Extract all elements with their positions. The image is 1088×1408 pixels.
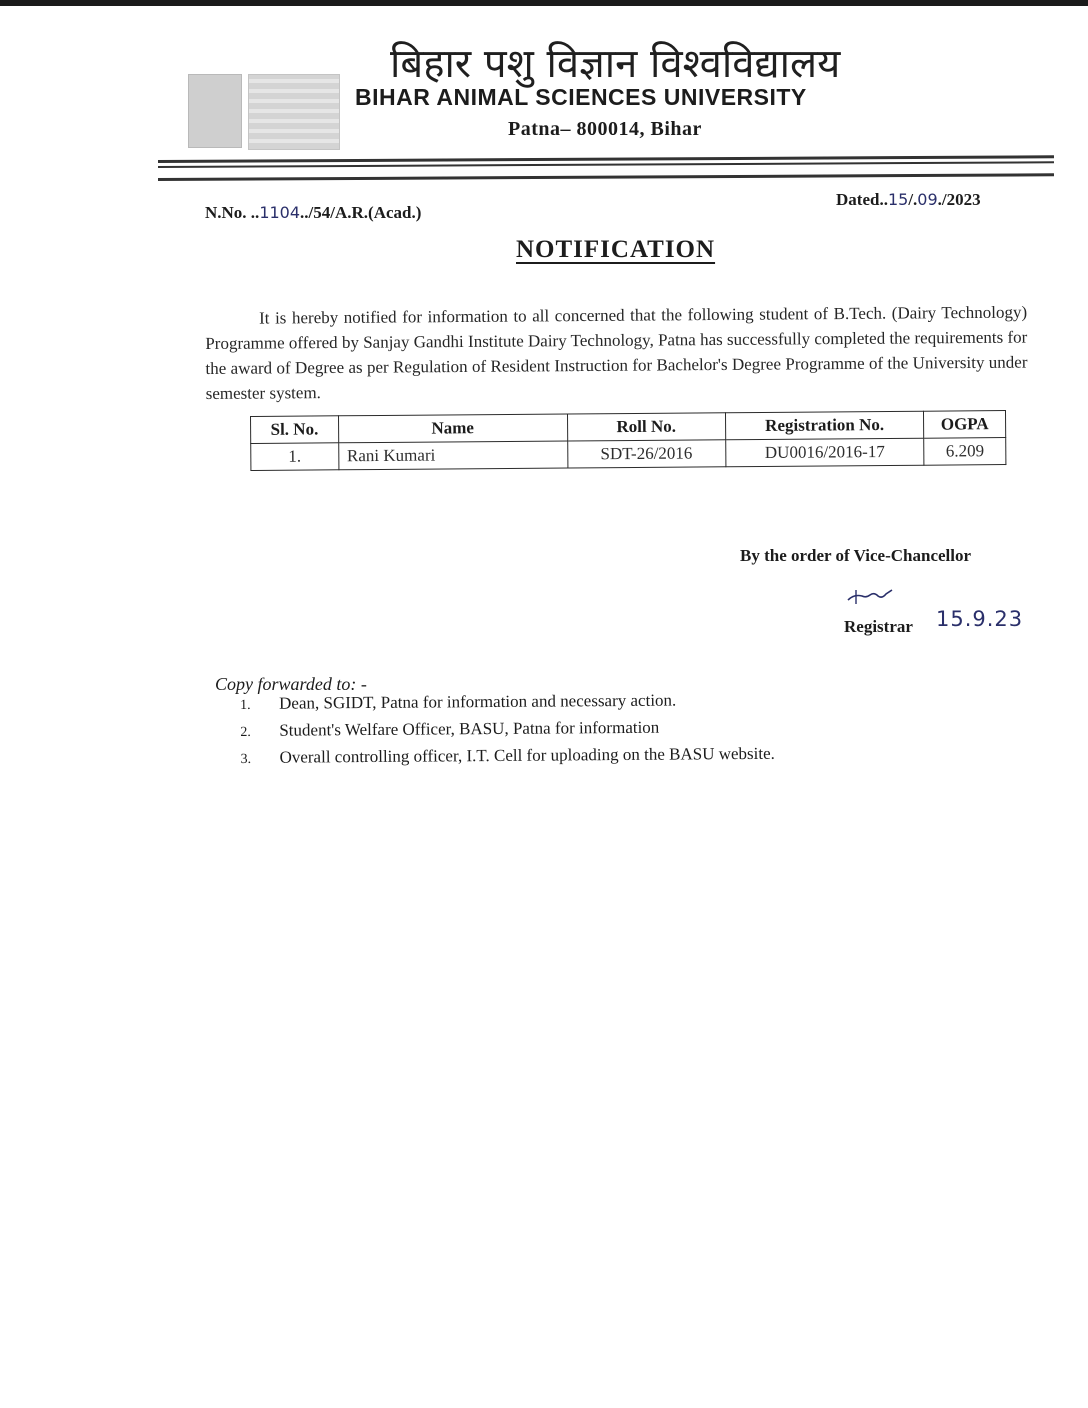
registrar-designation: Registrar: [844, 617, 913, 636]
reference-prefix: N.No. ..: [205, 203, 260, 222]
date-separator: /.: [908, 190, 918, 209]
reference-suffix: ../54/A.R.(Acad.): [300, 203, 422, 222]
cell-registration-no: DU0016/2016-17: [725, 438, 924, 467]
cell-sl-no: 1.: [251, 443, 339, 471]
university-address: Patna– 800014, Bihar: [508, 118, 702, 140]
university-seal: [188, 74, 340, 150]
reference-number: [205, 203, 421, 223]
seal-emblem-icon: [188, 74, 242, 148]
table-row: [251, 438, 1006, 471]
list-item: [240, 714, 775, 745]
notification-body: It is hereby notified for information to all concerned that the following student of B.Tech. (Dairy Technology) Programme offered by Sanjay Gandhi Institute Dairy Technology, Patna has successfully completed the requirements for the award of Degree as per Regulation of Resident Instruction for Bachelor's Degree Programme of the University under semester system.: [205, 302, 1028, 403]
date-day: 15: [887, 190, 909, 209]
header-rule: [158, 173, 1054, 181]
notification-heading: NOTIFICATION: [516, 236, 716, 263]
result-table: [250, 410, 1006, 471]
cell-ogpa: 6.209: [924, 438, 1006, 466]
university-name-hindi: बिहार पशु विज्ञान विश्वविद्यालय: [390, 41, 841, 87]
list-item: [240, 741, 775, 772]
university-name-english: BIHAR ANIMAL SCIENCES UNIVERSITY: [355, 84, 807, 110]
seal-text-block: [248, 74, 340, 150]
column-header-name: Name: [338, 414, 567, 443]
column-header-ogpa: OGPA: [924, 411, 1006, 439]
scan-top-edge: [0, 0, 1088, 6]
date-month: 09: [917, 190, 938, 209]
list-item-text: Overall controlling officer, I.T. Cell for uploading on the BASU website.: [279, 743, 775, 767]
column-header-roll-no: Roll No.: [567, 413, 725, 441]
notification-date: [836, 190, 981, 210]
order-line: By the order of Vice-Chancellor: [740, 546, 972, 565]
copy-forwarded-list: [240, 687, 775, 772]
list-item-number: 2.: [240, 724, 251, 740]
list-item-text: Dean, SGIDT, Patna for information and necessary action.: [279, 690, 677, 713]
list-item-number: 3.: [240, 751, 252, 767]
registrar-signature-icon: [846, 584, 898, 608]
header-rule: [158, 161, 1054, 168]
signature-date: 15.9.23: [936, 607, 1024, 631]
list-item-number: 1.: [240, 697, 251, 713]
cell-name: Rani Kumari: [338, 441, 567, 470]
list-item-text: Student's Welfare Officer, BASU, Patna for information: [279, 717, 660, 740]
date-prefix: Dated..: [836, 190, 888, 209]
date-suffix: ./2023: [937, 190, 981, 209]
column-header-registration-no: Registration No.: [725, 411, 924, 440]
cell-roll-no: SDT-26/2016: [567, 440, 725, 468]
reference-handwritten-number: 1104: [259, 203, 301, 222]
column-header-sl-no: Sl. No.: [251, 416, 339, 444]
list-item: [240, 687, 775, 718]
copy-forwarded-heading: Copy forwarded to: -: [215, 674, 367, 694]
